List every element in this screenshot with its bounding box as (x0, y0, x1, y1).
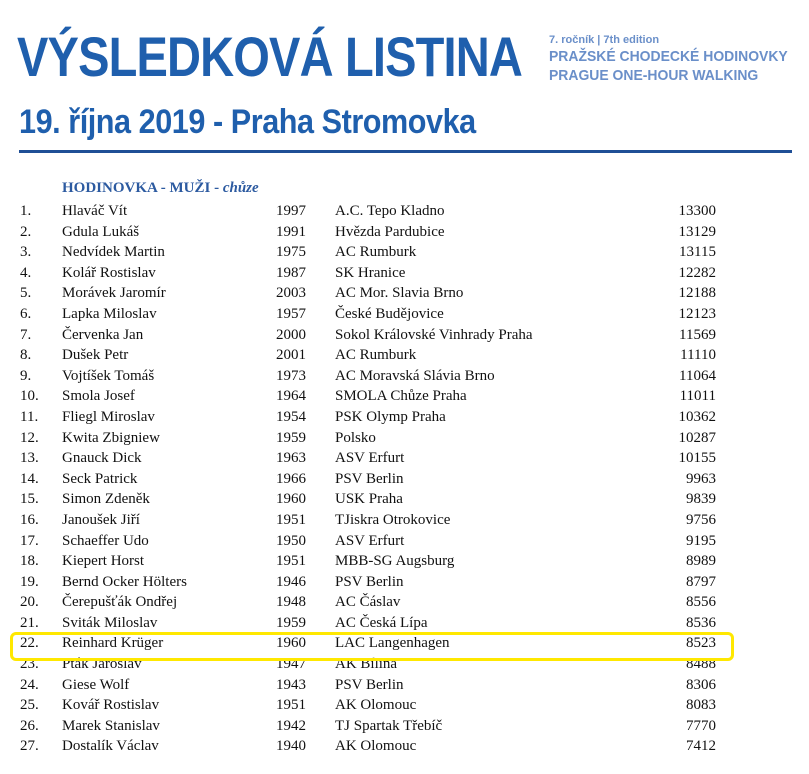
result-distance: 9756 (686, 511, 716, 528)
result-birth-year: 1954 (276, 408, 306, 425)
result-rank: 27. (20, 738, 39, 755)
table-row (0, 242, 809, 263)
result-distance: 12123 (678, 305, 716, 322)
page-title: VÝSLEDKOVÁ LISTINA (17, 25, 522, 88)
result-rank: 13. (20, 450, 39, 467)
result-name: Gdula Lukáš (62, 223, 140, 240)
result-distance: 10287 (678, 429, 716, 446)
result-rank: 9. (20, 367, 32, 384)
result-rank: 16. (20, 511, 39, 528)
result-birth-year: 1951 (276, 553, 306, 570)
result-name: Dostalík Václav (62, 738, 159, 755)
result-club: ASV Erfurt (335, 532, 405, 549)
result-rank: 22. (20, 635, 39, 652)
result-distance: 11064 (679, 367, 716, 384)
result-birth-year: 1963 (276, 450, 306, 467)
section-heading (62, 180, 259, 197)
result-rank: 5. (20, 285, 32, 302)
section-heading-discipline: chůze (222, 180, 259, 196)
result-name: Vojtíšek Tomáš (62, 367, 155, 384)
result-distance: 9839 (686, 491, 716, 508)
table-row (0, 304, 809, 325)
result-rank: 10. (20, 388, 39, 405)
result-name: Hlaváč Vít (62, 203, 128, 219)
result-distance: 8306 (686, 676, 716, 693)
table-row (0, 695, 809, 716)
result-distance: 7412 (686, 738, 716, 755)
table-row (0, 531, 809, 552)
result-club: TJiskra Otrokovice (335, 511, 451, 528)
result-club: TJ Spartak Třebíč (335, 717, 443, 734)
result-rank: 3. (20, 244, 32, 261)
table-row (0, 572, 809, 593)
table-row (0, 489, 809, 510)
result-birth-year: 2000 (276, 326, 306, 343)
result-name: Simon Zdeněk (62, 491, 150, 508)
result-club: AC Rumburk (335, 244, 417, 261)
result-birth-year: 1951 (276, 511, 306, 528)
result-club: MBB-SG Augsburg (335, 553, 455, 570)
result-club: SK Hranice (335, 264, 406, 281)
result-club: PSV Berlin (335, 470, 404, 487)
result-rank: 24. (20, 676, 39, 693)
result-birth-year: 1947 (276, 656, 306, 673)
result-rank: 15. (20, 491, 39, 508)
result-name: Kovář Rostislav (62, 697, 160, 714)
table-row (0, 469, 809, 490)
event-date-location: 19. října 2019 - Praha Stromovka (19, 103, 476, 141)
result-birth-year: 1957 (276, 305, 306, 322)
result-club: AK Olomouc (335, 697, 417, 714)
result-birth-year: 1950 (276, 532, 306, 549)
result-rank: 18. (20, 553, 39, 570)
result-rank: 26. (20, 717, 39, 734)
result-club: SMOLA Chůze Praha (335, 388, 467, 405)
result-club: AK Olomouc (335, 738, 417, 755)
result-rank: 2. (20, 223, 32, 240)
table-row (0, 263, 809, 284)
result-distance: 10362 (678, 408, 716, 425)
result-distance: 8556 (686, 594, 716, 611)
result-distance: 9963 (686, 470, 716, 487)
result-rank: 20. (20, 594, 39, 611)
result-distance: 8989 (686, 553, 716, 570)
table-row (0, 736, 809, 757)
result-birth-year: 1997 (276, 203, 306, 219)
result-club: AC Česká Lípa (335, 614, 428, 631)
result-distance: 12282 (678, 264, 716, 281)
result-name: Giese Wolf (62, 676, 130, 693)
result-rank: 8. (20, 347, 32, 364)
table-row (0, 407, 809, 428)
result-rank: 7. (20, 326, 32, 343)
result-club: ASV Erfurt (335, 450, 405, 467)
event-name-english: PRAGUE ONE-HOUR WALKING (549, 67, 759, 84)
result-club: Sokol Královské Vinhrady Praha (335, 326, 533, 343)
result-birth-year: 1960 (276, 635, 306, 652)
table-row (0, 345, 809, 366)
table-row (0, 592, 809, 613)
result-birth-year: 1959 (276, 429, 306, 446)
result-club: AC Mor. Slavia Brno (335, 285, 464, 302)
table-row (0, 325, 809, 346)
result-distance: 11569 (679, 326, 716, 343)
result-birth-year: 1959 (276, 614, 306, 631)
result-birth-year: 1973 (276, 367, 306, 384)
result-birth-year: 1946 (276, 573, 306, 590)
header-divider (19, 150, 792, 153)
result-club: PSV Berlin (335, 676, 404, 693)
event-name-czech: PRAŽSKÉ CHODECKÉ HODINOVKY (549, 48, 788, 65)
result-birth-year: 1942 (276, 717, 306, 734)
result-club: Hvězda Pardubice (335, 223, 445, 240)
result-distance: 11110 (680, 347, 716, 364)
result-name: Červenka Jan (62, 326, 144, 343)
result-name: Janoušek Jiří (62, 511, 140, 528)
result-name: Morávek Jaromír (62, 285, 166, 302)
result-birth-year: 2001 (276, 347, 306, 364)
result-name: Nedvídek Martin (62, 244, 165, 261)
result-club: AC Čáslav (335, 594, 401, 611)
result-distance: 13129 (678, 223, 716, 240)
result-rank: 6. (20, 305, 32, 322)
result-name: Gnauck Dick (62, 450, 142, 467)
result-distance: 13300 (678, 203, 716, 219)
result-club: PSK Olymp Praha (335, 408, 446, 425)
result-distance: 8488 (686, 656, 716, 673)
result-distance: 12188 (678, 285, 716, 302)
result-rank: 1. (20, 203, 32, 219)
result-distance: 9195 (686, 532, 716, 549)
table-row (0, 386, 809, 407)
result-distance: 7770 (686, 717, 716, 734)
result-name: Pták Jaroslav (62, 656, 142, 673)
result-name: Reinhard Krüger (62, 635, 164, 652)
result-name: Kiepert Horst (62, 553, 145, 570)
table-row (0, 551, 809, 572)
result-birth-year: 1964 (276, 388, 306, 405)
result-rank: 11. (20, 408, 39, 425)
result-name: Schaeffer Udo (62, 532, 149, 549)
result-club: LAC Langenhagen (335, 635, 450, 652)
result-birth-year: 1966 (276, 470, 306, 487)
result-rank: 25. (20, 697, 39, 714)
result-name: Sviták Miloslav (62, 614, 158, 631)
result-birth-year: 1975 (276, 244, 306, 261)
result-birth-year: 1951 (276, 697, 306, 714)
result-club: AC Moravská Slávia Brno (335, 367, 495, 384)
result-rank: 17. (20, 532, 39, 549)
result-club: České Budějovice (335, 305, 444, 322)
result-distance: 8536 (686, 614, 716, 631)
results-table (0, 201, 809, 757)
result-birth-year: 1948 (276, 594, 306, 611)
section-heading-main: HODINOVKA - MUŽI - (62, 180, 223, 196)
result-name: Seck Patrick (62, 470, 138, 487)
result-distance: 13115 (679, 244, 716, 261)
result-name: Dušek Petr (62, 347, 129, 364)
table-row (0, 428, 809, 449)
table-row (0, 448, 809, 469)
result-distance: 8083 (686, 697, 716, 714)
result-club: Polsko (335, 429, 376, 446)
result-rank: 21. (20, 614, 39, 631)
result-birth-year: 1987 (276, 264, 306, 281)
table-row (0, 510, 809, 531)
result-distance: 11011 (679, 388, 716, 405)
result-club: A.C. Tepo Kladno (335, 203, 445, 219)
result-rank: 19. (20, 573, 39, 590)
result-birth-year: 1991 (276, 223, 306, 240)
result-distance: 8797 (686, 573, 716, 590)
result-club: AC Rumburk (335, 347, 417, 364)
result-rank: 14. (20, 470, 39, 487)
result-name: Smola Josef (62, 388, 135, 405)
result-rank: 4. (20, 264, 32, 281)
table-row (0, 222, 809, 243)
result-club: AK Bílina (335, 656, 398, 673)
result-birth-year: 1943 (276, 676, 306, 693)
result-distance: 8523 (686, 635, 716, 652)
result-birth-year: 1960 (276, 491, 306, 508)
table-row (0, 366, 809, 387)
result-rank: 12. (20, 429, 39, 446)
result-name: Kolář Rostislav (62, 264, 156, 281)
result-name: Kwita Zbigniew (62, 429, 160, 446)
result-name: Čerepušťák Ondřej (62, 594, 178, 611)
table-row (0, 201, 809, 222)
highlight-box (10, 632, 734, 661)
table-row (0, 716, 809, 737)
result-birth-year: 1940 (276, 738, 306, 755)
result-rank: 23. (20, 656, 39, 673)
result-birth-year: 2003 (276, 285, 306, 302)
result-club: PSV Berlin (335, 573, 404, 590)
table-row (0, 613, 809, 634)
result-name: Fliegl Miroslav (62, 408, 155, 425)
result-name: Lapka Miloslav (62, 305, 157, 322)
edition-info (549, 33, 806, 85)
result-name: Bernd Ocker Hölters (62, 573, 187, 590)
table-row (0, 283, 809, 304)
table-row (0, 675, 809, 696)
result-club: USK Praha (335, 491, 403, 508)
edition-number: 7. ročník | 7th edition (549, 34, 660, 46)
result-distance: 10155 (678, 450, 716, 467)
result-name: Marek Stanislav (62, 717, 160, 734)
